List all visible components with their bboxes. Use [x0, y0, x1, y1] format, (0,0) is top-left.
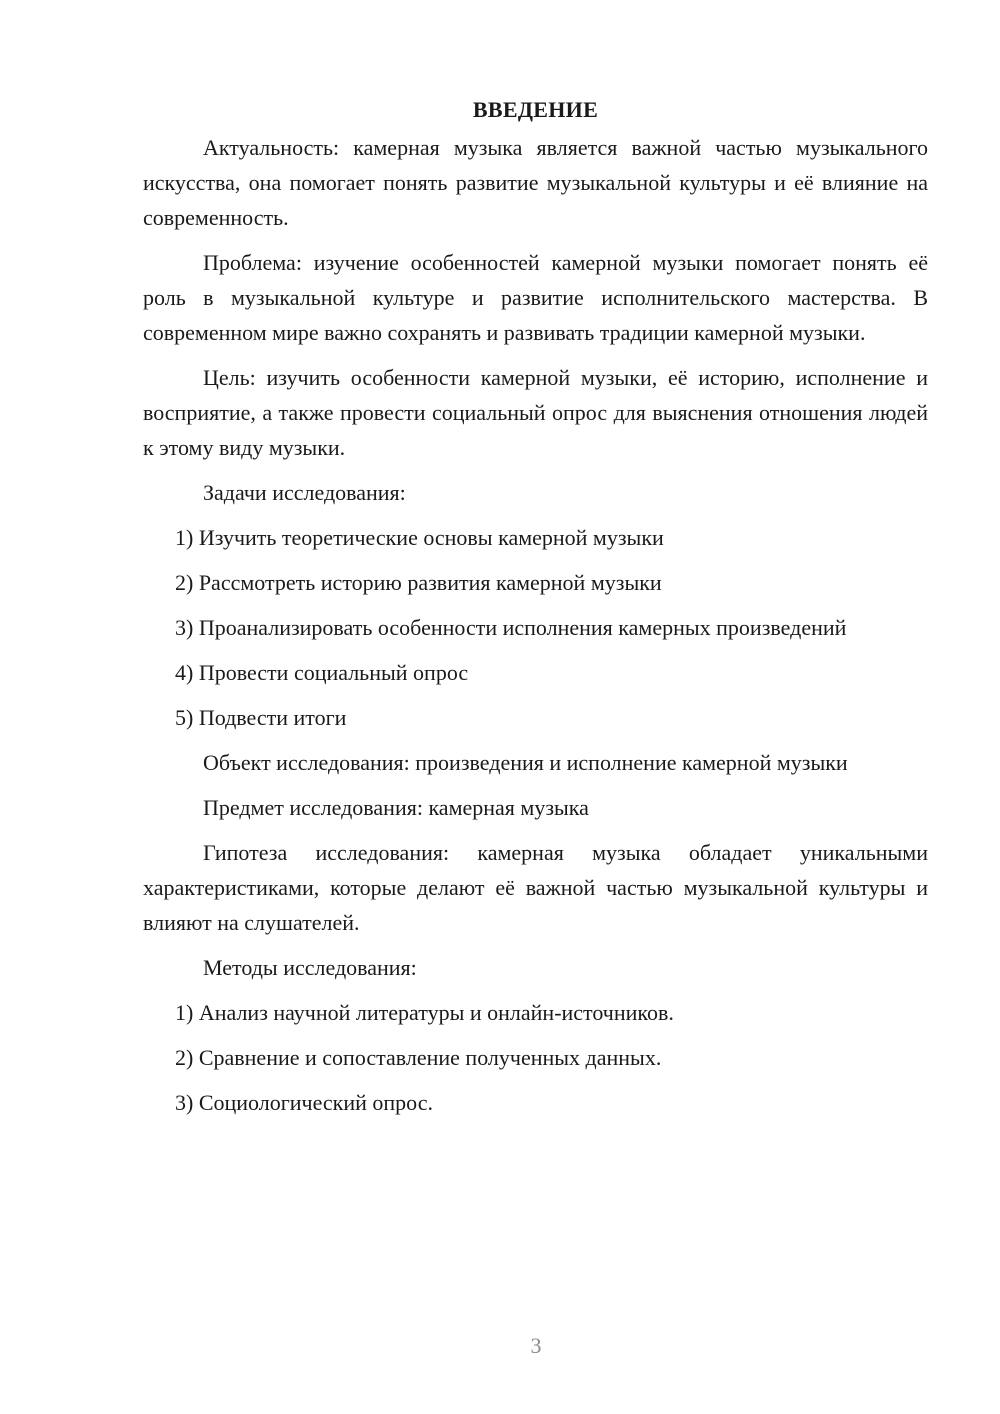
- task-item: 1) Изучить теоретические основы камерной музыки: [175, 525, 664, 550]
- document-page: [143, 92, 928, 1130]
- goal-paragraph: Цель: изучить особенности камерной музыки, её историю, исполнение и восприятие, а также провести социальный опрос для выяснения отношения людей к этому виду музыки.: [143, 365, 928, 460]
- method-item: 1) Анализ научной литературы и онлайн-источников.: [175, 1000, 674, 1025]
- page-title: ВВЕДЕНИЕ: [472, 97, 599, 122]
- method-item: 2) Сравнение и сопоставление полученных данных.: [175, 1045, 662, 1070]
- task-item: 2) Рассмотреть историю развития камерной музыки: [175, 570, 662, 595]
- task-item: 4) Провести социальный опрос: [175, 660, 469, 685]
- subject-paragraph: Предмет исследования: камерная музыка: [203, 795, 589, 820]
- hypothesis-paragraph: Гипотеза исследования: камерная музыка обладает уникальными характеристиками, которые делают её важной частью музыкальной культуры и влияют на слушателей.: [143, 840, 928, 935]
- problem-paragraph: Проблема: изучение особенностей камерной музыки помогает понять её роль в музыкальной культуре и развитие исполнительского мастерства. В современном мире важно сохранять и развивать традиции камерной музыки.: [143, 250, 928, 345]
- task-item: 5) Подвести итоги: [175, 705, 347, 730]
- task-item: 3) Проанализировать особенности исполнения камерных произведений: [175, 615, 847, 640]
- object-paragraph: Объект исследования: произведения и исполнение камерной музыки: [203, 750, 848, 775]
- relevance-paragraph: Актуальность: камерная музыка является важной частью музыкального искусства, она помогает понять развитие музыкальной культуры и её влияние на современность.: [143, 135, 928, 230]
- page-number: 3: [530, 1333, 542, 1358]
- method-item: 3) Социологический опрос.: [175, 1090, 433, 1115]
- methods-title: Методы исследования:: [203, 955, 417, 980]
- tasks-title: Задачи исследования:: [203, 480, 406, 505]
